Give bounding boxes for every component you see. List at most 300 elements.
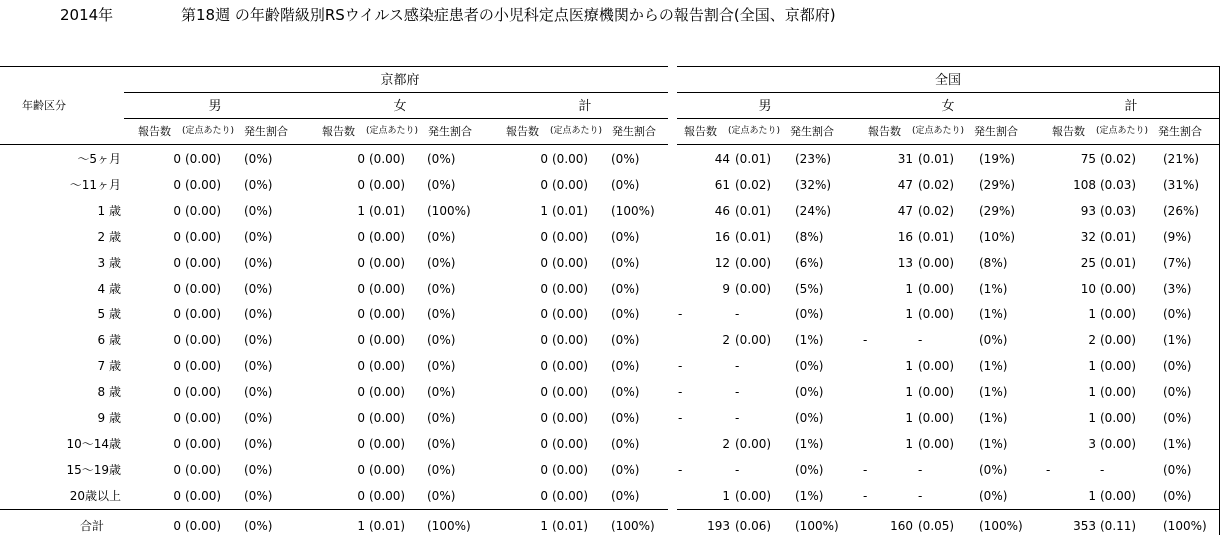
cell-reports-kyoto-female: 0	[357, 359, 365, 374]
cell-ratio-kyoto-total: (0%)	[611, 333, 640, 348]
cell-reports-kyoto-female: 0	[357, 177, 365, 192]
cell-reports-kyoto-male: 0	[173, 462, 181, 477]
cell-ratio-national-female: (1%)	[979, 385, 1008, 400]
cell-per-point-national-female: (0.00)	[918, 255, 955, 270]
cell-ratio-kyoto-male: (0%)	[244, 177, 273, 192]
cell-dash-national-male: -	[678, 385, 683, 400]
cell-dash-per-point-national-male: -	[735, 462, 740, 477]
cell-dash-per-point-national-male: -	[735, 411, 740, 425]
cell-ratio-kyoto-total: (0%)	[611, 359, 640, 374]
cell-reports-kyoto-male: 0	[173, 281, 181, 296]
cell-per-point-national-male: (0.01)	[735, 229, 772, 244]
cell-per-point-national-female: (0.00)	[918, 307, 955, 322]
sex-header-national-male: 男	[758, 99, 772, 114]
cell-ratio-kyoto-female: (100%)	[427, 518, 471, 533]
cell-reports-kyoto-male: 0	[173, 436, 181, 451]
col-label-per-point-kyoto-male: (定点あたり)	[182, 126, 235, 136]
cell-reports-national-female: 47	[897, 177, 913, 192]
cell-reports-national-female: 47	[897, 203, 913, 218]
col-label-ratio-kyoto-male: 発生割合	[244, 125, 288, 138]
cell-reports-kyoto-male: 0	[173, 488, 181, 503]
cell-ratio-kyoto-male: (0%)	[244, 488, 273, 503]
cell-per-point-kyoto-male: (0.00)	[185, 359, 222, 374]
cell-ratio-kyoto-total: (0%)	[611, 229, 640, 244]
cell-ratio-kyoto-total: (0%)	[611, 177, 640, 192]
cell-per-point-kyoto-female: (0.00)	[369, 333, 406, 348]
table-row-label: 6 歳	[97, 333, 121, 348]
cell-per-point-national-total: (0.00)	[1100, 307, 1137, 322]
cell-reports-national-total: 25	[1080, 255, 1096, 270]
sex-header-national-total: 計	[1124, 99, 1138, 114]
cell-reports-kyoto-total: 0	[540, 436, 548, 451]
cell-ratio-kyoto-male: (0%)	[244, 359, 273, 374]
cell-per-point-national-total: (0.01)	[1100, 255, 1137, 270]
rule-sex-national	[677, 118, 1220, 119]
cell-dash-national-total: -	[1046, 462, 1051, 477]
table-row-label: 2 歳	[97, 229, 121, 244]
cell-ratio-national-female: (10%)	[979, 229, 1016, 244]
cell-ratio-kyoto-total: (0%)	[611, 307, 640, 322]
region-header-kyoto: 京都府	[380, 73, 420, 88]
cell-reports-kyoto-female: 0	[357, 385, 365, 400]
cell-per-point-kyoto-male: (0.00)	[185, 333, 222, 348]
cell-reports-kyoto-female: 1	[357, 203, 365, 218]
cell-per-point-kyoto-total: (0.00)	[552, 436, 589, 451]
cell-ratio-national-male: (0%)	[795, 359, 824, 374]
cell-dash-per-point-national-total: -	[1100, 462, 1105, 477]
cell-reports-national-female: 1	[905, 411, 913, 425]
cell-dash-national-female: -	[863, 462, 868, 477]
table-row-label: 1 歳	[97, 203, 121, 218]
cell-reports-kyoto-total: 1	[540, 203, 548, 218]
cell-ratio-national-female: (1%)	[979, 281, 1008, 296]
cell-ratio-national-total: (21%)	[1163, 152, 1200, 166]
cell-reports-national-total: 93	[1080, 203, 1096, 218]
cell-per-point-national-total: (0.03)	[1100, 203, 1137, 218]
row-header-age-group: 年齢区分	[22, 99, 66, 112]
cell-ratio-national-total: (31%)	[1163, 177, 1200, 192]
cell-reports-kyoto-total: 0	[540, 488, 548, 503]
cell-reports-kyoto-male: 0	[173, 333, 181, 348]
col-label-reports-national-male: 報告数	[684, 125, 717, 138]
cell-ratio-kyoto-male: (0%)	[244, 255, 273, 270]
cell-reports-kyoto-male: 0	[173, 359, 181, 374]
cell-ratio-national-female: (1%)	[979, 307, 1008, 322]
total-row-label: 合計	[79, 518, 104, 533]
cell-ratio-kyoto-male: (0%)	[244, 281, 273, 296]
cell-reports-kyoto-male: 0	[173, 518, 181, 533]
cell-ratio-national-male: (32%)	[795, 177, 832, 192]
cell-reports-national-total: 1	[1088, 307, 1096, 322]
cell-ratio-national-male: (1%)	[795, 333, 824, 348]
cell-reports-national-female: 1	[905, 307, 913, 322]
cell-reports-kyoto-total: 0	[540, 462, 548, 477]
cell-ratio-national-male: (0%)	[795, 462, 824, 477]
cell-reports-kyoto-female: 0	[357, 333, 365, 348]
cell-per-point-national-total: (0.00)	[1100, 281, 1137, 296]
cell-ratio-national-female: (0%)	[979, 488, 1008, 503]
cell-per-point-national-female: (0.01)	[918, 152, 955, 166]
table-row-label: 10〜14歳	[66, 436, 121, 451]
cell-ratio-national-male: (100%)	[795, 518, 839, 533]
cell-per-point-national-female: (0.00)	[918, 281, 955, 296]
cell-ratio-national-male: (0%)	[795, 385, 824, 400]
cell-ratio-national-female: (29%)	[979, 177, 1016, 192]
rule-region-national	[677, 92, 1220, 93]
col-label-reports-kyoto-male: 報告数	[138, 125, 171, 138]
cell-per-point-kyoto-male: (0.00)	[185, 488, 222, 503]
rule-total-national	[677, 509, 1220, 510]
col-label-per-point-national-male: (定点あたり)	[728, 126, 781, 136]
cell-ratio-kyoto-female: (0%)	[427, 229, 456, 244]
cell-ratio-national-female: (29%)	[979, 203, 1016, 218]
col-label-ratio-kyoto-female: 発生割合	[428, 125, 472, 138]
cell-per-point-kyoto-total: (0.00)	[552, 281, 589, 296]
cell-ratio-national-total: (3%)	[1163, 281, 1192, 296]
cell-per-point-kyoto-female: (0.00)	[369, 359, 406, 374]
cell-per-point-national-female: (0.00)	[918, 436, 955, 451]
cell-per-point-kyoto-female: (0.00)	[369, 436, 406, 451]
cell-ratio-kyoto-male: (0%)	[244, 462, 273, 477]
cell-reports-kyoto-female: 0	[357, 307, 365, 322]
cell-reports-national-male: 61	[714, 177, 730, 192]
cell-per-point-kyoto-female: (0.00)	[369, 488, 406, 503]
cell-ratio-national-male: (5%)	[795, 281, 824, 296]
table-row-label: 3 歳	[97, 255, 121, 270]
cell-ratio-national-total: (0%)	[1163, 385, 1192, 400]
cell-ratio-kyoto-total: (0%)	[611, 385, 640, 400]
cell-reports-kyoto-male: 0	[173, 385, 181, 400]
cell-per-point-national-male: (0.01)	[735, 152, 772, 166]
rule-sex	[124, 118, 668, 119]
cell-reports-kyoto-total: 0	[540, 359, 548, 374]
cell-ratio-kyoto-male: (0%)	[244, 307, 273, 322]
table-row-label: 〜5ヶ月	[77, 152, 121, 166]
cell-per-point-kyoto-female: (0.00)	[369, 281, 406, 296]
cell-ratio-kyoto-female: (0%)	[427, 359, 456, 374]
cell-ratio-kyoto-total: (0%)	[611, 255, 640, 270]
rule-total	[0, 509, 668, 510]
cell-reports-kyoto-female: 1	[357, 518, 365, 533]
cell-per-point-kyoto-male: (0.00)	[185, 385, 222, 400]
cell-per-point-national-male: (0.00)	[735, 281, 772, 296]
cell-ratio-national-male: (1%)	[795, 436, 824, 451]
cell-reports-kyoto-male: 0	[173, 152, 181, 166]
cell-per-point-kyoto-female: (0.00)	[369, 229, 406, 244]
cell-per-point-kyoto-male: (0.00)	[185, 229, 222, 244]
cell-reports-kyoto-total: 0	[540, 255, 548, 270]
cell-ratio-kyoto-male: (0%)	[244, 411, 273, 425]
cell-reports-national-male: 2	[722, 333, 730, 348]
cell-per-point-national-male: (0.01)	[735, 203, 772, 218]
cell-ratio-kyoto-male: (0%)	[244, 518, 273, 533]
rule-header-bottom	[0, 144, 668, 145]
cell-ratio-national-female: (1%)	[979, 359, 1008, 374]
cell-reports-national-female: 1	[905, 281, 913, 296]
table-row-label: 5 歳	[97, 307, 121, 322]
cell-ratio-national-total: (0%)	[1163, 359, 1192, 374]
cell-dash-per-point-national-male: -	[735, 385, 740, 400]
sex-header-kyoto-female: 女	[393, 99, 407, 114]
cell-per-point-kyoto-total: (0.01)	[552, 518, 589, 533]
cell-ratio-national-female: (1%)	[979, 436, 1008, 451]
cell-per-point-kyoto-male: (0.00)	[185, 518, 222, 533]
table-row-label: 9 歳	[97, 411, 121, 425]
cell-per-point-kyoto-male: (0.00)	[185, 203, 222, 218]
col-label-per-point-kyoto-female: (定点あたり)	[366, 126, 419, 136]
cell-reports-kyoto-total: 0	[540, 152, 548, 166]
table-row-label: 7 歳	[97, 359, 121, 374]
table-row-label: 〜11ヶ月	[69, 177, 121, 192]
cell-per-point-national-female: (0.05)	[918, 518, 955, 533]
cell-reports-national-total: 1	[1088, 411, 1096, 425]
cell-per-point-national-total: (0.00)	[1100, 411, 1137, 425]
cell-ratio-national-total: (7%)	[1163, 255, 1192, 270]
cell-per-point-kyoto-total: (0.00)	[552, 229, 589, 244]
cell-dash-per-point-national-male: -	[735, 307, 740, 322]
cell-per-point-national-female: (0.02)	[918, 177, 955, 192]
cell-ratio-national-total: (0%)	[1163, 411, 1192, 425]
cell-dash-national-female: -	[863, 488, 868, 503]
cell-reports-kyoto-male: 0	[173, 177, 181, 192]
rule-top	[0, 66, 668, 67]
cell-per-point-kyoto-male: (0.00)	[185, 411, 222, 425]
cell-ratio-national-male: (0%)	[795, 411, 824, 425]
cell-per-point-kyoto-male: (0.00)	[185, 281, 222, 296]
cell-per-point-national-male: (0.00)	[735, 255, 772, 270]
cell-dash-national-male: -	[678, 359, 683, 374]
cell-ratio-kyoto-female: (0%)	[427, 152, 456, 166]
cell-per-point-kyoto-female: (0.00)	[369, 385, 406, 400]
cell-ratio-kyoto-male: (0%)	[244, 385, 273, 400]
cell-reports-national-male: 16	[714, 229, 730, 244]
cell-reports-kyoto-female: 0	[357, 411, 365, 425]
cell-per-point-national-total: (0.00)	[1100, 359, 1137, 374]
cell-per-point-kyoto-male: (0.00)	[185, 307, 222, 322]
cell-per-point-kyoto-female: (0.00)	[369, 411, 406, 425]
cell-dash-per-point-national-male: -	[735, 359, 740, 374]
cell-reports-kyoto-total: 0	[540, 177, 548, 192]
cell-ratio-kyoto-total: (0%)	[611, 436, 640, 451]
cell-reports-national-female: 1	[905, 436, 913, 451]
cell-per-point-kyoto-female: (0.00)	[369, 307, 406, 322]
cell-per-point-national-total: (0.00)	[1100, 333, 1137, 348]
cell-per-point-national-male: (0.02)	[735, 177, 772, 192]
cell-ratio-national-total: (100%)	[1163, 518, 1207, 533]
cell-ratio-national-total: (9%)	[1163, 229, 1192, 244]
rule-region	[124, 92, 668, 93]
cell-reports-national-male: 44	[714, 152, 730, 166]
col-label-ratio-national-female: 発生割合	[974, 125, 1018, 138]
cell-reports-kyoto-male: 0	[173, 229, 181, 244]
cell-reports-kyoto-female: 0	[357, 152, 365, 166]
cell-reports-national-male: 12	[714, 255, 730, 270]
cell-reports-kyoto-total: 0	[540, 229, 548, 244]
col-label-ratio-national-total: 発生割合	[1158, 125, 1202, 138]
col-label-reports-national-total: 報告数	[1052, 125, 1085, 138]
cell-ratio-national-female: (1%)	[979, 411, 1008, 425]
cell-reports-national-total: 1	[1088, 488, 1096, 503]
table-row-label: 4 歳	[97, 281, 121, 296]
cell-reports-national-total: 1	[1088, 385, 1096, 400]
cell-dash-per-point-national-female: -	[918, 488, 923, 503]
cell-per-point-kyoto-total: (0.00)	[552, 462, 589, 477]
report-year: 2014年	[60, 6, 114, 24]
cell-reports-kyoto-male: 0	[173, 255, 181, 270]
cell-reports-kyoto-male: 0	[173, 411, 181, 425]
cell-ratio-national-total: (0%)	[1163, 307, 1192, 322]
table-row-label: 15〜19歳	[66, 462, 121, 477]
sex-header-national-female: 女	[941, 99, 955, 114]
cell-per-point-kyoto-total: (0.00)	[552, 177, 589, 192]
cell-ratio-national-total: (1%)	[1163, 333, 1192, 348]
cell-per-point-national-female: (0.01)	[918, 229, 955, 244]
cell-per-point-national-female: (0.00)	[918, 359, 955, 374]
cell-reports-national-female: 1	[905, 359, 913, 374]
cell-ratio-kyoto-female: (0%)	[427, 281, 456, 296]
cell-ratio-kyoto-total: (100%)	[611, 203, 655, 218]
cell-ratio-kyoto-female: (0%)	[427, 411, 456, 425]
cell-per-point-national-male: (0.00)	[735, 436, 772, 451]
cell-ratio-kyoto-total: (0%)	[611, 152, 640, 166]
cell-reports-kyoto-female: 0	[357, 488, 365, 503]
col-label-per-point-kyoto-total: (定点あたり)	[550, 126, 603, 136]
cell-ratio-kyoto-female: (100%)	[427, 203, 471, 218]
cell-dash-national-male: -	[678, 307, 683, 322]
cell-reports-kyoto-total: 1	[540, 518, 548, 533]
cell-per-point-national-male: (0.00)	[735, 333, 772, 348]
cell-reports-national-total: 10	[1080, 281, 1096, 296]
cell-per-point-kyoto-female: (0.00)	[369, 255, 406, 270]
cell-ratio-kyoto-total: (0%)	[611, 411, 640, 425]
cell-reports-national-total: 1	[1088, 359, 1096, 374]
cell-ratio-kyoto-total: (0%)	[611, 488, 640, 503]
cell-dash-national-male: -	[678, 411, 683, 425]
cell-ratio-national-male: (6%)	[795, 255, 824, 270]
cell-reports-national-total: 353	[1073, 518, 1096, 533]
cell-per-point-kyoto-total: (0.00)	[552, 359, 589, 374]
cell-per-point-national-female: (0.00)	[918, 411, 955, 425]
rule-header-bottom-national	[677, 144, 1220, 145]
cell-reports-kyoto-total: 0	[540, 333, 548, 348]
cell-ratio-national-female: (0%)	[979, 462, 1008, 477]
cell-per-point-kyoto-total: (0.00)	[552, 307, 589, 322]
cell-ratio-kyoto-male: (0%)	[244, 152, 273, 166]
cell-ratio-national-male: (23%)	[795, 152, 832, 166]
cell-ratio-kyoto-male: (0%)	[244, 436, 273, 451]
cell-ratio-national-total: (0%)	[1163, 488, 1192, 503]
cell-reports-kyoto-total: 0	[540, 307, 548, 322]
cell-ratio-kyoto-female: (0%)	[427, 333, 456, 348]
col-label-reports-kyoto-female: 報告数	[322, 125, 355, 138]
col-label-ratio-kyoto-total: 発生割合	[612, 125, 656, 138]
cell-reports-kyoto-female: 0	[357, 255, 365, 270]
cell-ratio-kyoto-male: (0%)	[244, 229, 273, 244]
report-title: 第18週 の年齢階級別RSウイルス感染症患者の小児科定点医療機関からの報告割合(全国、京都府)	[181, 6, 836, 24]
cell-reports-kyoto-total: 0	[540, 411, 548, 425]
cell-per-point-kyoto-male: (0.00)	[185, 255, 222, 270]
col-label-per-point-national-total: (定点あたり)	[1096, 126, 1149, 136]
cell-ratio-national-female: (0%)	[979, 333, 1008, 348]
cell-reports-national-total: 2	[1088, 333, 1096, 348]
cell-ratio-national-female: (8%)	[979, 255, 1008, 270]
cell-per-point-national-total: (0.00)	[1100, 488, 1137, 503]
cell-per-point-kyoto-total: (0.00)	[552, 411, 589, 425]
cell-per-point-national-female: (0.02)	[918, 203, 955, 218]
cell-per-point-kyoto-female: (0.00)	[369, 152, 406, 166]
cell-per-point-kyoto-total: (0.00)	[552, 255, 589, 270]
cell-ratio-kyoto-total: (0%)	[611, 281, 640, 296]
cell-ratio-kyoto-male: (0%)	[244, 333, 273, 348]
cell-reports-national-male: 2	[722, 436, 730, 451]
cell-per-point-kyoto-female: (0.00)	[369, 177, 406, 192]
cell-reports-kyoto-male: 0	[173, 307, 181, 322]
cell-reports-kyoto-female: 0	[357, 436, 365, 451]
sex-header-kyoto-male: 男	[208, 99, 222, 114]
cell-ratio-kyoto-female: (0%)	[427, 436, 456, 451]
cell-reports-national-total: 32	[1080, 229, 1096, 244]
cell-ratio-kyoto-total: (0%)	[611, 462, 640, 477]
cell-reports-kyoto-female: 0	[357, 281, 365, 296]
cell-ratio-national-male: (24%)	[795, 203, 832, 218]
cell-ratio-national-total: (0%)	[1163, 462, 1192, 477]
cell-per-point-national-total: (0.03)	[1100, 177, 1137, 192]
cell-reports-national-male: 1	[722, 488, 730, 503]
cell-per-point-kyoto-total: (0.01)	[552, 203, 589, 218]
cell-ratio-national-male: (8%)	[795, 229, 824, 244]
cell-dash-national-female: -	[863, 333, 868, 348]
cell-per-point-kyoto-female: (0.00)	[369, 462, 406, 477]
cell-per-point-kyoto-female: (0.01)	[369, 203, 406, 218]
cell-per-point-national-female: (0.00)	[918, 385, 955, 400]
cell-dash-per-point-national-female: -	[918, 462, 923, 477]
region-header-national: 全国	[934, 73, 961, 88]
cell-per-point-national-total: (0.00)	[1100, 385, 1137, 400]
cell-per-point-kyoto-male: (0.00)	[185, 462, 222, 477]
cell-reports-national-male: 46	[714, 203, 730, 218]
cell-per-point-kyoto-total: (0.00)	[552, 488, 589, 503]
cell-dash-per-point-national-female: -	[918, 333, 923, 348]
cell-ratio-national-total: (1%)	[1163, 436, 1192, 451]
cell-reports-national-female: 1	[905, 385, 913, 400]
cell-ratio-kyoto-total: (100%)	[611, 518, 655, 533]
cell-reports-national-total: 3	[1088, 436, 1096, 451]
cell-per-point-kyoto-total: (0.00)	[552, 385, 589, 400]
cell-reports-national-male: 9	[722, 281, 730, 296]
cell-reports-kyoto-total: 0	[540, 281, 548, 296]
cell-per-point-kyoto-female: (0.01)	[369, 518, 406, 533]
col-label-reports-kyoto-total: 報告数	[506, 125, 539, 138]
table-row-label: 8 歳	[97, 385, 121, 400]
rule-top-national	[677, 66, 1220, 67]
cell-per-point-kyoto-total: (0.00)	[552, 333, 589, 348]
cell-ratio-kyoto-female: (0%)	[427, 488, 456, 503]
cell-ratio-national-male: (0%)	[795, 307, 824, 322]
cell-per-point-national-male: (0.06)	[735, 518, 772, 533]
cell-per-point-national-total: (0.11)	[1100, 518, 1137, 533]
col-label-per-point-national-female: (定点あたり)	[912, 126, 965, 136]
cell-ratio-national-female: (100%)	[979, 518, 1023, 533]
cell-reports-kyoto-female: 0	[357, 229, 365, 244]
cell-per-point-kyoto-total: (0.00)	[552, 152, 589, 166]
cell-reports-national-female: 31	[897, 152, 913, 166]
cell-ratio-kyoto-female: (0%)	[427, 177, 456, 192]
cell-reports-national-female: 160	[890, 518, 913, 533]
sex-header-kyoto-total: 計	[578, 99, 592, 114]
cell-ratio-kyoto-female: (0%)	[427, 255, 456, 270]
cell-reports-kyoto-female: 0	[357, 462, 365, 477]
cell-reports-national-female: 16	[897, 229, 913, 244]
